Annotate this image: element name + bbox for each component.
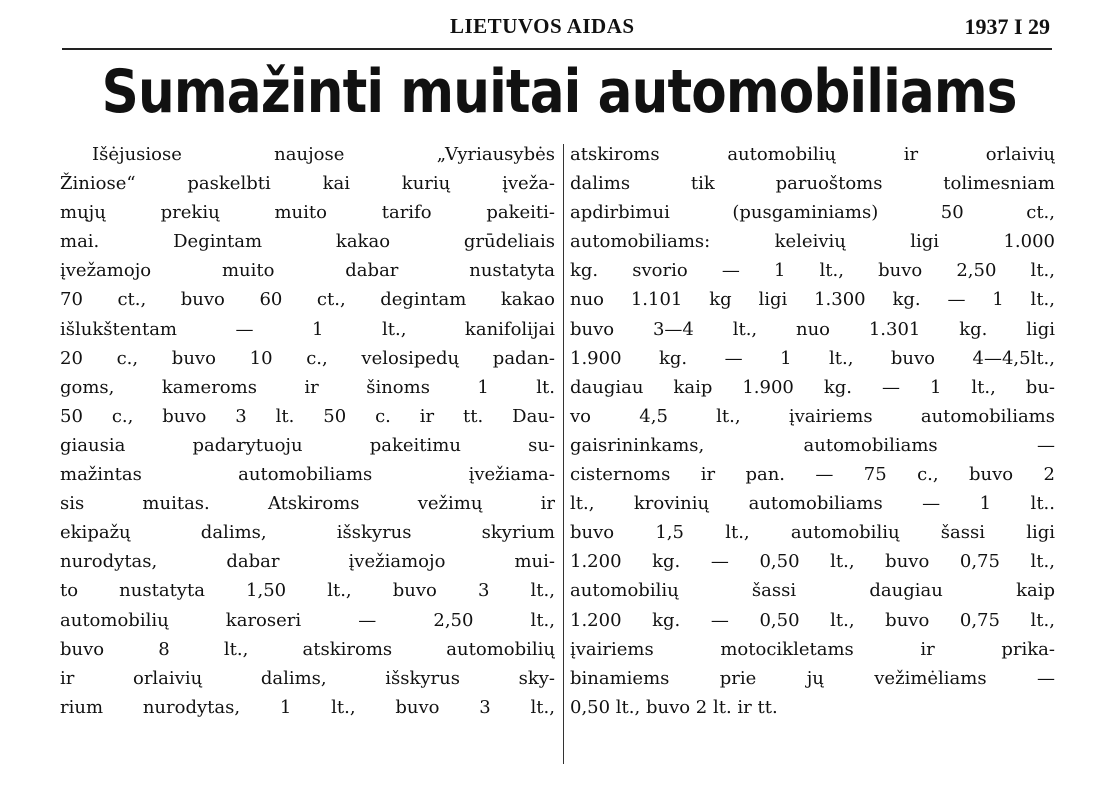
article-line: kg. svorio — 1 lt., buvo 2,50 lt., — [570, 260, 1055, 282]
article-line: 1.200 kg. — 0,50 lt., buvo 0,75 lt., — [570, 609, 1055, 631]
article-line: automobiliams: keleivių ligi 1.000 — [570, 231, 1055, 253]
article-line: binamiems prie jų vežimėliams — — [570, 667, 1055, 689]
article-column-left — [60, 140, 555, 722]
article-line: Išėjusiose naujose „Vyriausybės — [92, 144, 555, 165]
article-line: 20 c., buvo 10 c., velosipedų padan- — [60, 347, 555, 369]
article-line: ekipažų dalims, išskyrus skyrium — [60, 522, 555, 544]
article-line: cisternoms ir pan. — 75 c., buvo 2 — [570, 464, 1055, 486]
article-line: goms, kameroms ir šinoms 1 lt. — [60, 376, 555, 398]
article-line: gaisrininkams, automobiliams — — [570, 434, 1055, 456]
article-line: mųjų prekių muito tarifo pakeiti- — [60, 202, 555, 224]
article-line: atskiroms automobilių ir orlaivių — [570, 144, 1055, 165]
article-line: įvairiems motocikletams ir prika- — [570, 638, 1055, 660]
article-line: 70 ct., buvo 60 ct., degintam kakao — [60, 289, 555, 311]
article-line: dalims tik paruoštoms tolimesniam — [570, 173, 1055, 195]
article-line: mažintas automobiliams įvežiama- — [60, 464, 555, 486]
article-line: lt., krovinių automobiliams — 1 lt.. — [570, 493, 1055, 515]
article-line: įvežamojo muito dabar nustatyta — [60, 260, 555, 282]
article-line: 50 c., buvo 3 lt. 50 c. ir tt. Dau- — [60, 405, 555, 427]
article-line: to nustatyta 1,50 lt., buvo 3 lt., — [60, 580, 555, 602]
article-line: ir orlaivių dalims, išskyrus sky- — [60, 667, 555, 689]
article-line: automobilių šassi daugiau kaip — [570, 580, 1055, 602]
article-line: sis muitas. Atskiroms vežimų ir — [60, 493, 555, 515]
article-line: 0,50 lt., buvo 2 lt. ir tt. — [570, 696, 778, 718]
article-headline: Sumažinti muitai automobiliams — [101, 57, 1017, 127]
article-line: buvo 1,5 lt., automobilių šassi ligi — [570, 522, 1055, 544]
article-line: rium nurodytas, 1 lt., buvo 3 lt., — [60, 696, 555, 718]
article-line: mai. Degintam kakao grūdeliais — [60, 231, 555, 253]
article-line: išlukštentam — 1 lt., kanifolijai — [60, 318, 555, 340]
article-line: giausia padarytuoju pakeitimu su- — [60, 434, 555, 456]
article-line: Žiniose“ paskelbti kai kurių įveža- — [60, 173, 555, 195]
column-divider — [563, 144, 564, 764]
masthead-rule — [62, 48, 1052, 50]
article-line: daugiau kaip 1.900 kg. — 1 lt., bu- — [570, 376, 1055, 398]
newspaper-name: LIETUVOS AIDAS — [450, 14, 635, 38]
article-line: nuo 1.101 kg ligi 1.300 kg. — 1 lt., — [570, 289, 1055, 311]
article-line: nurodytas, dabar įvežiamojo mui- — [60, 551, 555, 573]
article-line: vo 4,5 lt., įvairiems automobiliams — [570, 405, 1055, 427]
article-line: apdirbimui (pusgaminiams) 50 ct., — [570, 202, 1055, 224]
article-line: buvo 8 lt., atskiroms automobilių — [60, 638, 555, 660]
article-column-right — [570, 140, 1055, 722]
masthead — [60, 12, 1050, 42]
article-line: 1.200 kg. — 0,50 lt., buvo 0,75 lt., — [570, 551, 1055, 573]
article-line: buvo 3—4 lt., nuo 1.301 kg. ligi — [570, 318, 1055, 340]
issue-date: 1937 I 29 — [964, 14, 1050, 39]
article-line: 1.900 kg. — 1 lt., buvo 4—4,5lt., — [570, 347, 1055, 369]
article-line: automobilių karoseri — 2,50 lt., — [60, 609, 555, 631]
